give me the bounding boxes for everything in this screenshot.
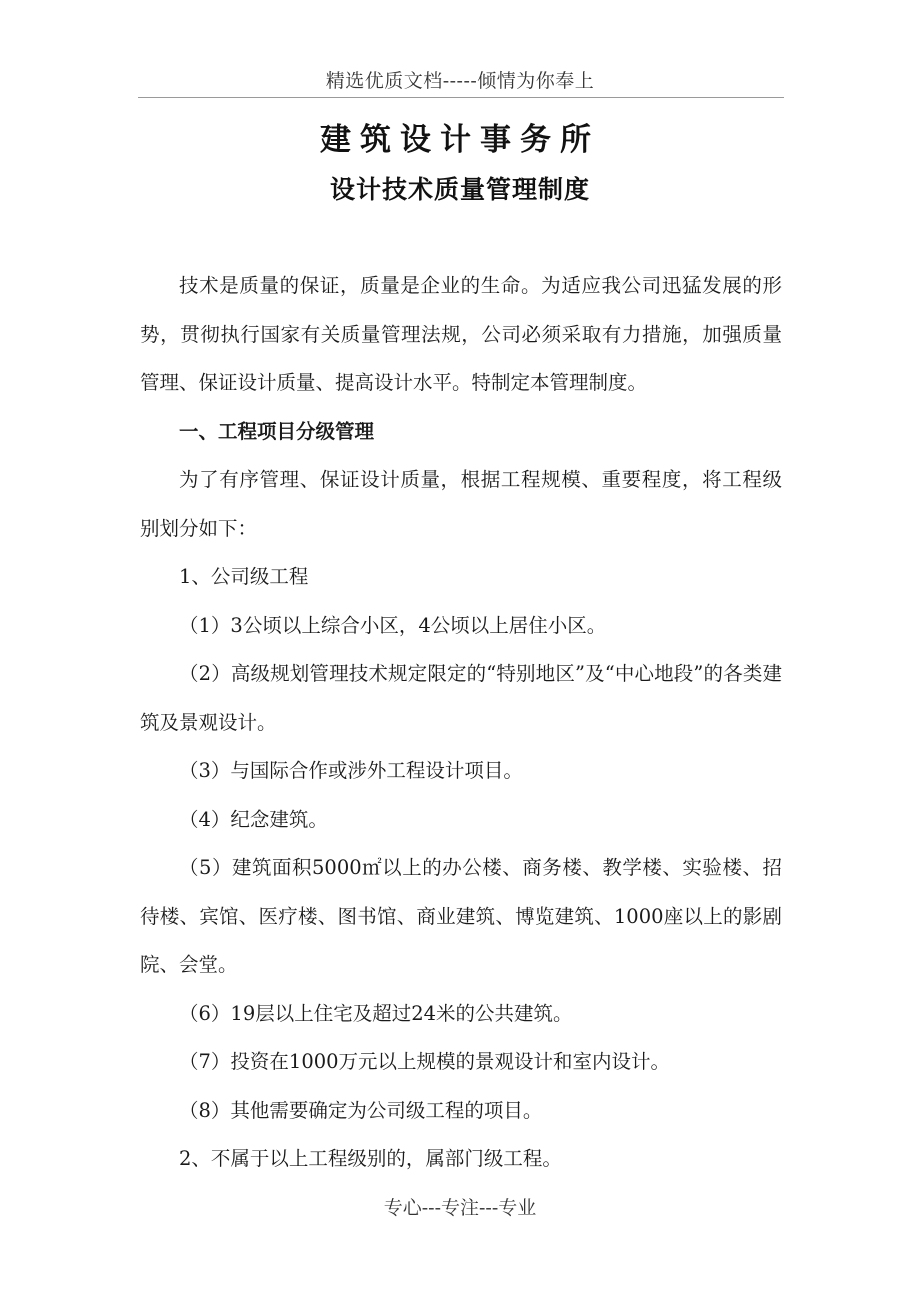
list-item-3: （3）与国际合作或涉外工程设计项目。: [179, 759, 523, 782]
list-item-5: （5）建筑面积5000㎡以上的办公楼、商务楼、教学楼、实验楼、招待楼、宾馆、医疗楼、图书馆、商业建筑、博览建筑、1000座以上的影剧院、会堂。: [140, 856, 782, 976]
list-item-4: （4）纪念建筑。: [179, 807, 328, 831]
document-title: 建筑设计事务所: [320, 122, 600, 158]
intro-paragraph: 技术是质量的保证，质量是企业的生命。为适应我公司迅猛发展的形势，贯彻执行国家有关质量管理法规，公司必须采取有力措施，加强质量管理、保证设计质量、提高设计水平。特制定本管理制度。: [140, 274, 782, 394]
list-item-department-level: 2、不属于以上工程级别的，属部门级工程。: [179, 1147, 562, 1170]
list-item-6: （6）19层以上住宅及超过24米的公共建筑。: [179, 1001, 573, 1025]
document-body: [140, 262, 782, 1184]
page-footer: 专心---专注---专业: [383, 1197, 537, 1219]
page-header: 精选优质文档-----倾情为你奉上: [325, 70, 595, 92]
list-item-company-level: 1、公司级工程: [179, 565, 309, 588]
section-intro-paragraph: 为了有序管理、保证设计质量，根据工程规模、重要程度，将工程级别划分如下：: [140, 468, 782, 540]
document-subtitle: 设计技术质量管理制度: [329, 175, 590, 204]
section-heading: 一、工程项目分级管理: [179, 419, 375, 443]
header-divider: [138, 97, 784, 98]
list-item-2: （2）高级规划管理技术规定限定的“特别地区”及“中心地段”的各类建筑及景观设计。: [140, 662, 782, 734]
list-item-1: （1）3公顷以上综合小区，4公顷以上居住小区。: [179, 613, 607, 637]
list-item-8: （8）其他需要确定为公司级工程的项目。: [179, 1098, 543, 1122]
list-item-7: （7）投资在1000万元以上规模的景观设计和室内设计。: [179, 1050, 671, 1073]
